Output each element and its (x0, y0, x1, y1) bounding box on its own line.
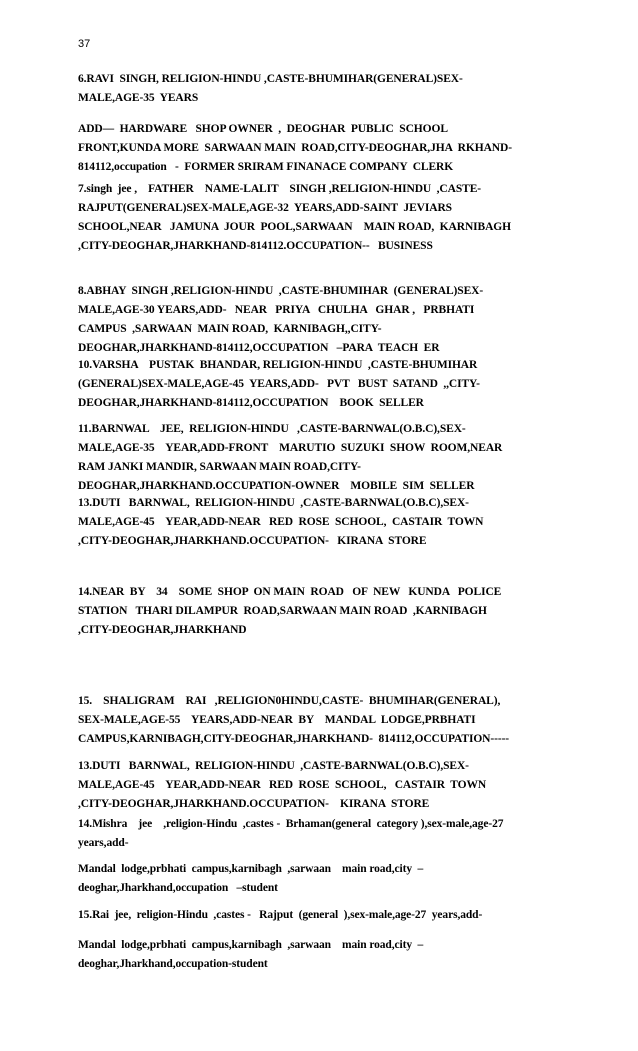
entry-line: Mandal lodge,prbhati campus,karnibagh ,sarwaan main road,city – (78, 863, 424, 875)
entry-line: deoghar,Jharkhand,occupation-student (78, 958, 268, 970)
entry-line: ,CITY-DEOGHAR,JHARKHAND-814112.OCCUPATION-- BUSINESS (78, 240, 433, 252)
entry-12 (78, 860, 566, 898)
entry-1 (78, 70, 566, 108)
entry-line: MALE,AGE-30 YEARS,ADD- NEAR PRIYA CHULHA GHAR , PRBHATI (78, 304, 475, 316)
entry-line: MALE,AGE-45 YEAR,ADD-NEAR RED ROSE SCHOOL, CASTAIR TOWN (78, 779, 487, 791)
entry-line: RAM JANKI MANDIR, SARWAAN MAIN ROAD,CITY- (78, 461, 361, 473)
entry-5 (78, 356, 566, 413)
entry-line: 13.DUTI BARNWAL, RELIGION-HINDU ,CASTE-BARNWAL(O.B.C),SEX- (78, 760, 469, 772)
entry-3 (78, 180, 566, 256)
entry-2 (78, 120, 566, 177)
entry-line: ,CITY-DEOGHAR,JHARKHAND (78, 624, 247, 636)
entry-line: deoghar,Jharkhand,occupation –student (78, 882, 278, 894)
entry-line: MALE,AGE-35 YEARS (78, 92, 199, 104)
entry-line: ,CITY-DEOGHAR,JHARKHAND.OCCUPATION- KIRANA STORE (78, 535, 427, 547)
entry-line: CAMPUS,KARNIBAGH,CITY-DEOGHAR,JHARKHAND- 814112,OCCUPATION----- (78, 733, 510, 745)
entry-line: 15. SHALIGRAM RAI ,RELIGION0HINDU,CASTE- BHUMIHAR(GENERAL), (78, 695, 501, 707)
entry-line: (GENERAL)SEX-MALE,AGE-45 YEARS,ADD- PVT BUST SATAND ,,CITY- (78, 378, 480, 390)
entry-line: 14.NEAR BY 34 SOME SHOP ON MAIN ROAD OF NEW KUNDA POLICE (78, 586, 502, 598)
entry-line: SCHOOL,NEAR JAMUNA JOUR POOL,SARWAAN MAIN ROAD, KARNIBAGH (78, 221, 511, 233)
entry-line: 13.DUTI BARNWAL, RELIGION-HINDU ,CASTE-BARNWAL(O.B.C),SEX- (78, 497, 469, 509)
entry-line: ADD— HARDWARE SHOP OWNER , DEOGHAR PUBLIC SCHOOL (78, 123, 448, 135)
entry-line: 15.Rai jee, religion-Hindu ,castes - Rajput (general ),sex-male,age-27 years,add- (78, 909, 483, 921)
entry-line: DEOGHAR,JHARKHAND.OCCUPATION-OWNER MOBILE SIM SELLER (78, 480, 475, 492)
entry-line: 7.singh jee , FATHER NAME-LALIT SINGH ,RELIGION-HINDU ,CASTE- (78, 183, 482, 195)
entry-line: 814112,occupation - FORMER SRIRAM FINANACE COMPANY CLERK (78, 161, 454, 173)
page-number: 37 (78, 38, 91, 50)
entry-line: STATION THARI DILAMPUR ROAD,SARWAAN MAIN ROAD ,KARNIBAGH (78, 605, 487, 617)
entry-line: 14.Mishra jee ,religion-Hindu ,castes - Brhaman(general category ),sex-male,age-27 (78, 818, 504, 830)
entry-line: 8.ABHAY SINGH ,RELIGION-HINDU ,CASTE-BHUMIHAR (GENERAL)SEX- (78, 285, 484, 297)
entry-line: DEOGHAR,JHARKHAND-814112,OCCUPATION –PARA TEACH ER (78, 342, 440, 354)
entry-line: years,add- (78, 837, 129, 849)
entry-line: DEOGHAR,JHARKHAND-814112,OCCUPATION BOOK SELLER (78, 397, 424, 409)
entry-line: CAMPUS ,SARWAAN MAIN ROAD, KARNIBAGH,,CITY- (78, 323, 382, 335)
entry-line: FRONT,KUNDA MORE SARWAAN MAIN ROAD,CITY-DEOGHAR,JHA RKHAND- (78, 142, 512, 154)
entry-line: 10.VARSHA PUSTAK BHANDAR, RELIGION-HINDU ,CASTE-BHUMIHAR (78, 359, 478, 371)
entry-line: 6.RAVI SINGH, RELIGION-HINDU ,CASTE-BHUMIHAR(GENERAL)SEX- (78, 73, 463, 85)
entry-7 (78, 494, 566, 551)
entry-6 (78, 420, 566, 496)
entry-14 (78, 936, 566, 974)
entry-4 (78, 282, 566, 358)
entry-9 (78, 692, 566, 749)
entry-line: 11.BARNWAL JEE, RELIGION-HINDU ,CASTE-BARNWAL(O.B.C),SEX- (78, 423, 466, 435)
entry-13 (78, 906, 566, 925)
entry-8 (78, 583, 566, 640)
entry-11 (78, 815, 566, 853)
entry-10 (78, 757, 566, 814)
entry-line: Mandal lodge,prbhati campus,karnibagh ,sarwaan main road,city – (78, 939, 424, 951)
entry-line: MALE,AGE-45 YEAR,ADD-NEAR RED ROSE SCHOOL, CASTAIR TOWN (78, 516, 484, 528)
entry-line: RAJPUT(GENERAL)SEX-MALE,AGE-32 YEARS,ADD-SAINT JEVIARS (78, 202, 452, 214)
entry-line: MALE,AGE-35 YEAR,ADD-FRONT MARUTIO SUZUKI SHOW ROOM,NEAR (78, 442, 503, 454)
entry-line: ,CITY-DEOGHAR,JHARKHAND.OCCUPATION- KIRANA STORE (78, 798, 430, 810)
entry-line: SEX-MALE,AGE-55 YEARS,ADD-NEAR BY MANDAL LODGE,PRBHATI (78, 714, 476, 726)
